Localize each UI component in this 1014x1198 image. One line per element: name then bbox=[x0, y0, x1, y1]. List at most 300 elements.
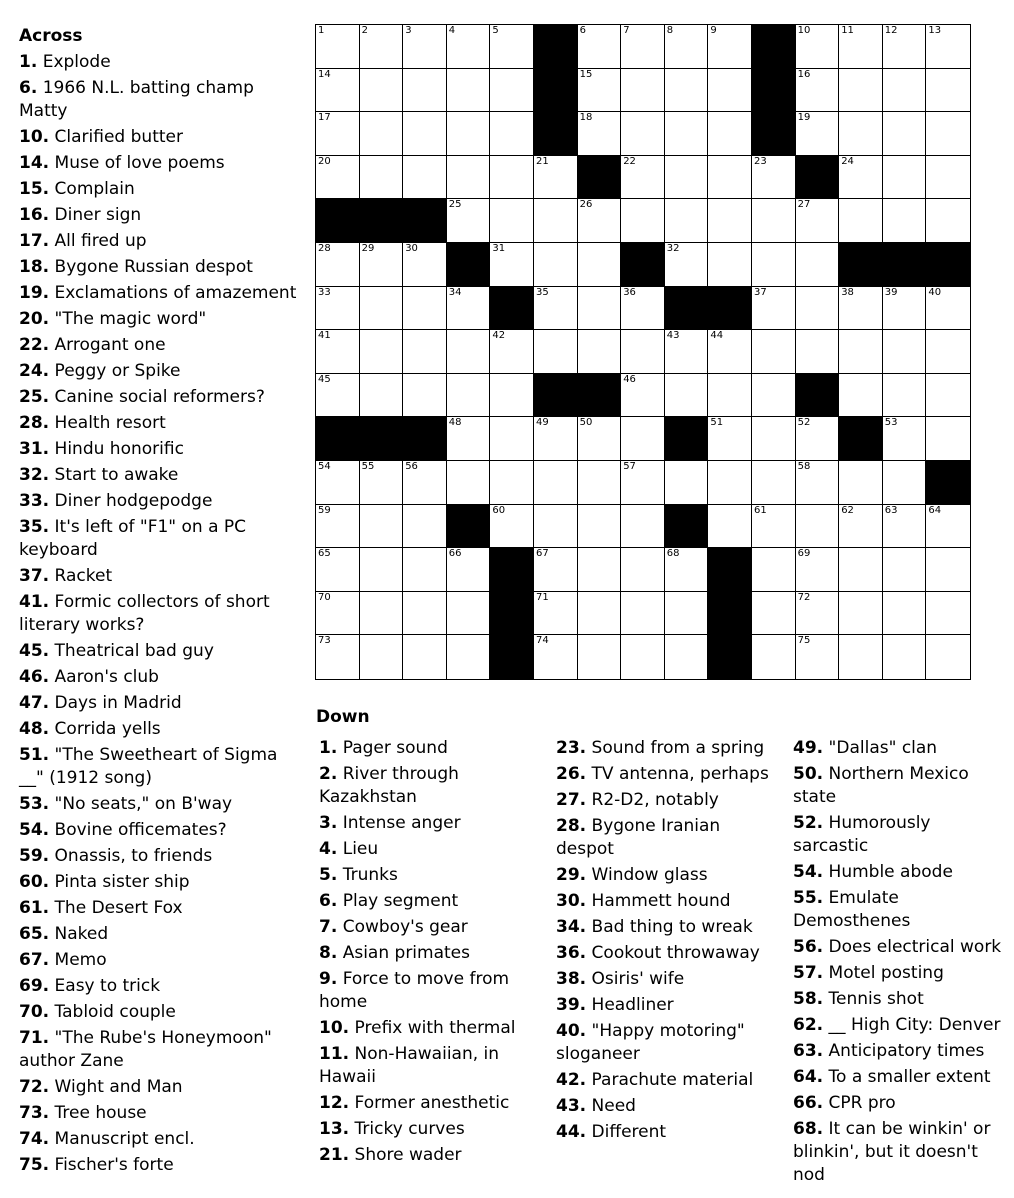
clue-number: 66 bbox=[793, 1093, 817, 1113]
grid-cell[interactable] bbox=[578, 461, 622, 505]
grid-cell[interactable] bbox=[883, 287, 927, 331]
grid-cell[interactable] bbox=[926, 548, 970, 592]
grid-cell[interactable] bbox=[360, 287, 404, 331]
clue-number: 73 bbox=[19, 1103, 43, 1123]
grid-cell[interactable] bbox=[490, 112, 534, 156]
grid-cell[interactable] bbox=[360, 374, 404, 418]
grid-cell[interactable] bbox=[534, 592, 578, 636]
clue-item[interactable] bbox=[793, 1066, 1011, 1089]
grid-cell[interactable] bbox=[578, 287, 622, 331]
grid-cell[interactable] bbox=[665, 69, 709, 113]
clue-item[interactable] bbox=[19, 666, 301, 689]
grid-cell[interactable] bbox=[490, 374, 534, 418]
grid-cell[interactable] bbox=[926, 635, 970, 679]
grid-cell[interactable] bbox=[883, 461, 927, 505]
grid-cell[interactable] bbox=[534, 417, 578, 461]
grid-cell[interactable] bbox=[447, 635, 491, 679]
grid-cell[interactable] bbox=[621, 112, 665, 156]
clue-item[interactable] bbox=[19, 412, 301, 435]
clue-item[interactable] bbox=[556, 1095, 781, 1118]
grid-cell[interactable] bbox=[360, 112, 404, 156]
grid-cell[interactable] bbox=[403, 156, 447, 200]
grid-cell[interactable] bbox=[621, 330, 665, 374]
clue-item[interactable] bbox=[319, 1017, 544, 1040]
grid-cell[interactable] bbox=[578, 69, 622, 113]
grid-cell[interactable] bbox=[621, 374, 665, 418]
clue-item[interactable] bbox=[319, 838, 544, 861]
grid-cell[interactable] bbox=[665, 112, 709, 156]
clue-text: Former anesthetic bbox=[349, 1093, 510, 1113]
grid-cell[interactable] bbox=[447, 25, 491, 69]
clue-item[interactable] bbox=[19, 1001, 301, 1024]
clue-item[interactable] bbox=[19, 718, 301, 741]
clue-item[interactable] bbox=[19, 1027, 301, 1073]
grid-block bbox=[490, 287, 534, 331]
clue-item[interactable] bbox=[19, 282, 301, 305]
grid-cell[interactable] bbox=[665, 548, 709, 592]
grid-cell[interactable] bbox=[447, 199, 491, 243]
clue-item[interactable] bbox=[793, 763, 1011, 809]
grid-cell[interactable] bbox=[316, 461, 360, 505]
grid-cell[interactable] bbox=[752, 548, 796, 592]
clue-item[interactable] bbox=[793, 962, 1011, 985]
grid-cell[interactable] bbox=[708, 25, 752, 69]
clue-item[interactable] bbox=[793, 737, 1011, 760]
clue-item[interactable] bbox=[19, 1128, 301, 1151]
clue-item[interactable] bbox=[556, 789, 781, 812]
grid-cell[interactable] bbox=[926, 330, 970, 374]
grid-cell[interactable] bbox=[490, 156, 534, 200]
grid-cell[interactable] bbox=[708, 461, 752, 505]
grid-cell[interactable] bbox=[796, 548, 840, 592]
clue-number: 6 bbox=[319, 891, 331, 911]
clue-number: 10 bbox=[319, 1018, 343, 1038]
grid-cell[interactable] bbox=[752, 287, 796, 331]
grid-cell[interactable] bbox=[665, 374, 709, 418]
grid-cell[interactable] bbox=[839, 25, 883, 69]
clue-number-period: . bbox=[579, 1021, 587, 1041]
clue-item[interactable] bbox=[19, 923, 301, 946]
grid-cell[interactable] bbox=[578, 243, 622, 287]
grid-cell[interactable] bbox=[316, 112, 360, 156]
grid-cell[interactable] bbox=[752, 592, 796, 636]
grid-cell[interactable] bbox=[796, 112, 840, 156]
grid-cell[interactable] bbox=[360, 25, 404, 69]
grid-cell[interactable] bbox=[883, 69, 927, 113]
grid-cell[interactable] bbox=[839, 330, 883, 374]
clue-item[interactable] bbox=[19, 386, 301, 409]
grid-cell[interactable] bbox=[316, 25, 360, 69]
grid-cell[interactable] bbox=[926, 69, 970, 113]
grid-cell[interactable] bbox=[926, 112, 970, 156]
grid-cell[interactable] bbox=[578, 505, 622, 549]
clue-text: Explode bbox=[37, 52, 111, 72]
grid-block bbox=[796, 156, 840, 200]
cell-number: 15 bbox=[579, 68, 593, 80]
clue-item[interactable] bbox=[556, 916, 781, 939]
grid-cell[interactable] bbox=[665, 592, 709, 636]
grid-cell[interactable] bbox=[621, 287, 665, 331]
grid-cell[interactable] bbox=[926, 156, 970, 200]
clue-text: Motel posting bbox=[823, 963, 944, 983]
grid-cell[interactable] bbox=[883, 112, 927, 156]
grid-cell[interactable] bbox=[708, 156, 752, 200]
grid-cell[interactable] bbox=[403, 635, 447, 679]
clue-item[interactable] bbox=[319, 812, 544, 835]
clue-item[interactable] bbox=[793, 1118, 1011, 1187]
grid-cell[interactable] bbox=[665, 25, 709, 69]
clue-item[interactable] bbox=[19, 152, 301, 175]
grid-cell[interactable] bbox=[403, 461, 447, 505]
grid-cell[interactable] bbox=[490, 505, 534, 549]
clue-item[interactable] bbox=[793, 1040, 1011, 1063]
clue-item[interactable] bbox=[19, 516, 301, 562]
clue-item[interactable] bbox=[19, 1154, 301, 1177]
clue-item[interactable] bbox=[19, 949, 301, 972]
grid-cell[interactable] bbox=[883, 25, 927, 69]
clue-item[interactable] bbox=[793, 936, 1011, 959]
grid-cell[interactable] bbox=[926, 287, 970, 331]
clue-item[interactable] bbox=[556, 1020, 781, 1066]
clue-text: Need bbox=[586, 1096, 636, 1116]
clue-item[interactable] bbox=[19, 256, 301, 279]
grid-cell[interactable] bbox=[708, 505, 752, 549]
grid-cell[interactable] bbox=[883, 199, 927, 243]
grid-cell[interactable] bbox=[665, 199, 709, 243]
grid-cell[interactable] bbox=[578, 199, 622, 243]
grid-cell[interactable] bbox=[490, 199, 534, 243]
clue-item[interactable] bbox=[19, 230, 301, 253]
grid-cell[interactable] bbox=[403, 243, 447, 287]
clue-item[interactable] bbox=[556, 890, 781, 913]
clue-item[interactable] bbox=[19, 591, 301, 637]
grid-cell[interactable] bbox=[447, 287, 491, 331]
clue-item[interactable] bbox=[556, 942, 781, 965]
clue-item[interactable] bbox=[19, 871, 301, 894]
grid-cell[interactable] bbox=[490, 461, 534, 505]
grid-cell[interactable] bbox=[534, 156, 578, 200]
grid-cell[interactable] bbox=[490, 243, 534, 287]
clue-text: Easy to trick bbox=[49, 976, 161, 996]
clue-item[interactable] bbox=[319, 916, 544, 939]
grid-cell[interactable] bbox=[403, 25, 447, 69]
grid-cell[interactable] bbox=[752, 635, 796, 679]
clue-item[interactable] bbox=[319, 1092, 544, 1115]
grid-cell[interactable] bbox=[578, 635, 622, 679]
grid-cell[interactable] bbox=[665, 461, 709, 505]
grid-cell[interactable] bbox=[926, 417, 970, 461]
clue-text: Bad thing to wreak bbox=[586, 917, 753, 937]
clue-item[interactable] bbox=[556, 815, 781, 861]
grid-cell[interactable] bbox=[796, 592, 840, 636]
grid-cell[interactable] bbox=[316, 69, 360, 113]
grid-cell[interactable] bbox=[926, 199, 970, 243]
grid-cell[interactable] bbox=[665, 156, 709, 200]
clue-item[interactable] bbox=[793, 812, 1011, 858]
grid-cell[interactable] bbox=[490, 69, 534, 113]
grid-cell[interactable] bbox=[796, 505, 840, 549]
grid-cell[interactable] bbox=[621, 461, 665, 505]
clue-item[interactable] bbox=[319, 1118, 544, 1141]
grid-cell[interactable] bbox=[447, 374, 491, 418]
clue-item[interactable] bbox=[19, 1102, 301, 1125]
grid-cell[interactable] bbox=[796, 417, 840, 461]
grid-cell[interactable] bbox=[926, 25, 970, 69]
grid-cell[interactable] bbox=[534, 635, 578, 679]
clue-item[interactable] bbox=[19, 464, 301, 487]
grid-cell[interactable] bbox=[403, 330, 447, 374]
grid-block bbox=[665, 505, 709, 549]
grid-cell[interactable] bbox=[883, 505, 927, 549]
clue-item[interactable] bbox=[793, 887, 1011, 933]
grid-cell[interactable] bbox=[534, 330, 578, 374]
clue-item[interactable] bbox=[793, 861, 1011, 884]
grid-cell[interactable] bbox=[360, 69, 404, 113]
cell-number: 5 bbox=[492, 25, 499, 36]
grid-cell[interactable] bbox=[578, 330, 622, 374]
clue-text: Health resort bbox=[49, 413, 166, 433]
grid-cell[interactable] bbox=[752, 461, 796, 505]
grid-cell[interactable] bbox=[708, 243, 752, 287]
clue-item[interactable] bbox=[556, 864, 781, 887]
clue-number: 75 bbox=[19, 1155, 43, 1175]
grid-cell[interactable] bbox=[578, 417, 622, 461]
grid-cell[interactable] bbox=[621, 635, 665, 679]
clue-item[interactable] bbox=[19, 360, 301, 383]
clue-item[interactable] bbox=[19, 845, 301, 868]
grid-cell[interactable] bbox=[534, 199, 578, 243]
grid-cell[interactable] bbox=[752, 243, 796, 287]
grid-cell[interactable] bbox=[883, 417, 927, 461]
grid-cell[interactable] bbox=[796, 243, 840, 287]
grid-cell[interactable] bbox=[708, 69, 752, 113]
grid-cell[interactable] bbox=[839, 112, 883, 156]
clue-item[interactable] bbox=[19, 51, 301, 74]
grid-cell[interactable] bbox=[316, 156, 360, 200]
grid-cell[interactable] bbox=[796, 199, 840, 243]
grid-cell[interactable] bbox=[839, 592, 883, 636]
grid-cell[interactable] bbox=[839, 156, 883, 200]
grid-cell[interactable] bbox=[665, 330, 709, 374]
clue-item[interactable] bbox=[319, 890, 544, 913]
grid-cell[interactable] bbox=[578, 548, 622, 592]
clue-number-period: . bbox=[42, 1103, 50, 1123]
grid-cell[interactable] bbox=[752, 330, 796, 374]
cell-number: 12 bbox=[884, 25, 898, 36]
grid-cell[interactable] bbox=[926, 505, 970, 549]
cell-number: 43 bbox=[666, 330, 680, 342]
clue-item[interactable] bbox=[19, 819, 301, 842]
grid-cell[interactable] bbox=[621, 548, 665, 592]
grid-cell[interactable] bbox=[621, 417, 665, 461]
grid-cell[interactable] bbox=[534, 461, 578, 505]
clue-item[interactable] bbox=[19, 692, 301, 715]
clue-item[interactable] bbox=[19, 77, 301, 123]
clue-item[interactable] bbox=[319, 1144, 544, 1167]
clue-item[interactable] bbox=[556, 968, 781, 991]
clue-item[interactable] bbox=[556, 1069, 781, 1092]
clue-item[interactable] bbox=[19, 640, 301, 663]
grid-cell[interactable] bbox=[578, 592, 622, 636]
grid-cell[interactable] bbox=[360, 592, 404, 636]
grid-cell[interactable] bbox=[708, 374, 752, 418]
grid-cell[interactable] bbox=[316, 635, 360, 679]
grid-cell[interactable] bbox=[447, 548, 491, 592]
grid-cell[interactable] bbox=[926, 592, 970, 636]
grid-cell[interactable] bbox=[752, 199, 796, 243]
grid-cell[interactable] bbox=[665, 243, 709, 287]
grid-cell[interactable] bbox=[534, 287, 578, 331]
clue-item[interactable] bbox=[19, 793, 301, 816]
grid-cell[interactable] bbox=[490, 417, 534, 461]
grid-cell[interactable] bbox=[883, 548, 927, 592]
grid-cell[interactable] bbox=[534, 548, 578, 592]
grid-cell[interactable] bbox=[883, 635, 927, 679]
grid-cell[interactable] bbox=[403, 69, 447, 113]
grid-cell[interactable] bbox=[534, 505, 578, 549]
grid-cell[interactable] bbox=[534, 243, 578, 287]
clue-number: 7 bbox=[319, 917, 331, 937]
grid-cell[interactable] bbox=[708, 199, 752, 243]
clue-item[interactable] bbox=[793, 1092, 1011, 1115]
grid-cell[interactable] bbox=[578, 25, 622, 69]
grid-block bbox=[403, 199, 447, 243]
clue-item[interactable] bbox=[19, 126, 301, 149]
clue-item[interactable] bbox=[556, 737, 781, 760]
clue-item[interactable] bbox=[19, 204, 301, 227]
grid-cell[interactable] bbox=[447, 592, 491, 636]
grid-cell[interactable] bbox=[490, 25, 534, 69]
grid-cell[interactable] bbox=[883, 374, 927, 418]
grid-cell[interactable] bbox=[839, 635, 883, 679]
grid-cell[interactable] bbox=[621, 69, 665, 113]
grid-cell[interactable] bbox=[796, 69, 840, 113]
grid-cell[interactable] bbox=[360, 461, 404, 505]
clue-item[interactable] bbox=[19, 438, 301, 461]
grid-cell[interactable] bbox=[447, 330, 491, 374]
cell-number: 42 bbox=[492, 330, 506, 342]
grid-cell[interactable] bbox=[621, 592, 665, 636]
grid-cell[interactable] bbox=[883, 330, 927, 374]
clue-item[interactable] bbox=[319, 864, 544, 887]
grid-cell[interactable] bbox=[752, 505, 796, 549]
grid-cell[interactable] bbox=[316, 548, 360, 592]
clue-item[interactable] bbox=[19, 897, 301, 920]
clue-number: 18 bbox=[19, 257, 43, 277]
grid-cell[interactable] bbox=[360, 635, 404, 679]
grid-cell[interactable] bbox=[316, 592, 360, 636]
grid-cell[interactable] bbox=[839, 548, 883, 592]
grid-cell[interactable] bbox=[360, 243, 404, 287]
grid-cell[interactable] bbox=[839, 69, 883, 113]
grid-cell[interactable] bbox=[708, 417, 752, 461]
grid-cell[interactable] bbox=[621, 199, 665, 243]
grid-cell[interactable] bbox=[621, 156, 665, 200]
clue-item[interactable] bbox=[556, 994, 781, 1017]
grid-cell[interactable] bbox=[621, 505, 665, 549]
grid-cell[interactable] bbox=[665, 635, 709, 679]
clue-number: 24 bbox=[19, 361, 43, 381]
grid-cell[interactable] bbox=[403, 374, 447, 418]
grid-cell[interactable] bbox=[796, 287, 840, 331]
clue-item[interactable] bbox=[19, 975, 301, 998]
grid-cell[interactable] bbox=[316, 505, 360, 549]
clue-item[interactable] bbox=[19, 565, 301, 588]
grid-cell[interactable] bbox=[883, 156, 927, 200]
grid-cell[interactable] bbox=[839, 287, 883, 331]
grid-cell[interactable] bbox=[752, 374, 796, 418]
grid-cell[interactable] bbox=[316, 330, 360, 374]
grid-cell[interactable] bbox=[796, 461, 840, 505]
grid-cell[interactable] bbox=[316, 243, 360, 287]
grid-cell[interactable] bbox=[708, 330, 752, 374]
grid-cell[interactable] bbox=[403, 548, 447, 592]
grid-cell[interactable] bbox=[403, 505, 447, 549]
grid-cell[interactable] bbox=[490, 330, 534, 374]
grid-cell[interactable] bbox=[316, 287, 360, 331]
clue-number-period: . bbox=[42, 439, 50, 459]
grid-cell[interactable] bbox=[447, 156, 491, 200]
clue-item[interactable] bbox=[19, 490, 301, 513]
grid-cell[interactable] bbox=[796, 25, 840, 69]
grid-cell[interactable] bbox=[403, 287, 447, 331]
grid-cell[interactable] bbox=[839, 461, 883, 505]
clue-item[interactable] bbox=[19, 178, 301, 201]
clue-number-period: . bbox=[816, 937, 824, 957]
cell-number: 39 bbox=[884, 286, 898, 298]
clue-item[interactable] bbox=[19, 744, 301, 790]
clue-item[interactable] bbox=[556, 1121, 781, 1144]
grid-cell[interactable] bbox=[752, 417, 796, 461]
grid-cell[interactable] bbox=[360, 548, 404, 592]
grid-cell[interactable] bbox=[447, 417, 491, 461]
grid-block bbox=[708, 287, 752, 331]
clue-item[interactable] bbox=[793, 1014, 1011, 1037]
clue-item[interactable] bbox=[19, 308, 301, 331]
grid-cell[interactable] bbox=[447, 69, 491, 113]
grid-cell[interactable] bbox=[447, 112, 491, 156]
grid-cell[interactable] bbox=[316, 374, 360, 418]
clue-item[interactable] bbox=[319, 942, 544, 965]
grid-cell[interactable] bbox=[796, 330, 840, 374]
clue-item[interactable] bbox=[319, 763, 544, 809]
grid-cell[interactable] bbox=[883, 592, 927, 636]
grid-cell[interactable] bbox=[839, 505, 883, 549]
clue-item[interactable] bbox=[19, 334, 301, 357]
grid-cell[interactable] bbox=[360, 330, 404, 374]
grid-cell[interactable] bbox=[403, 592, 447, 636]
grid-cell[interactable] bbox=[621, 25, 665, 69]
grid-cell[interactable] bbox=[839, 199, 883, 243]
clue-item[interactable] bbox=[319, 1043, 544, 1089]
grid-cell[interactable] bbox=[708, 112, 752, 156]
grid-cell[interactable] bbox=[360, 505, 404, 549]
clue-item[interactable] bbox=[556, 763, 781, 786]
grid-cell[interactable] bbox=[403, 112, 447, 156]
clue-number: 26 bbox=[556, 764, 580, 784]
clue-item[interactable] bbox=[319, 737, 544, 760]
grid-cell[interactable] bbox=[796, 635, 840, 679]
clue-item[interactable] bbox=[319, 968, 544, 1014]
grid-cell[interactable] bbox=[752, 156, 796, 200]
clue-item[interactable] bbox=[19, 1076, 301, 1099]
grid-cell[interactable] bbox=[360, 156, 404, 200]
grid-cell[interactable] bbox=[839, 374, 883, 418]
grid-cell[interactable] bbox=[447, 461, 491, 505]
clue-item[interactable] bbox=[793, 988, 1011, 1011]
grid-cell[interactable] bbox=[578, 112, 622, 156]
grid-cell[interactable] bbox=[926, 374, 970, 418]
